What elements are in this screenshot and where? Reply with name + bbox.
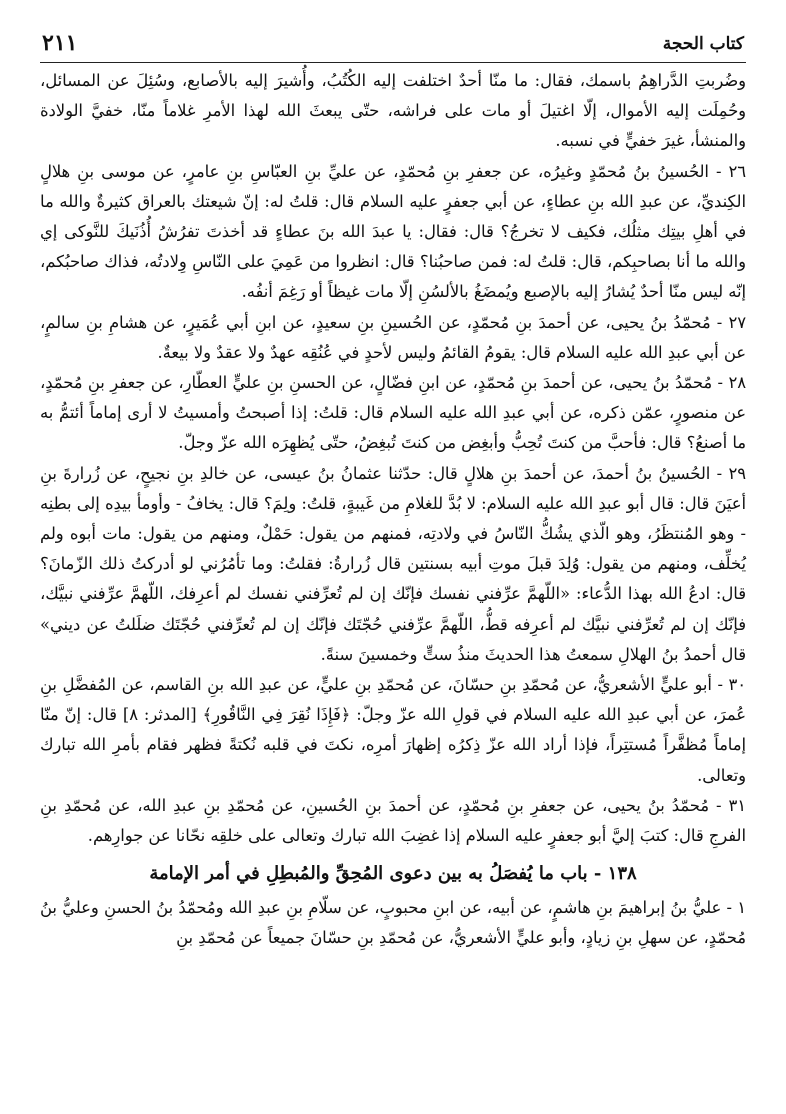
hadith-paragraph: ٢٧ - مُحمّدُ بنُ يحيى، عن أحمدَ بنِ مُحمّدٍ، عن الحُسينِ بنِ سعيدٍ، عن ابنِ أبي عُمَيرٍ، عن هشامِ بنِ سالمٍ، عن أبي عبدِ الله عليه السلام قال: يقومُ القائمُ وليس لأحدٍ في عُنُقِه عهدٌ ولا عقدٌ ولا بيعةٌ.: [40, 312, 746, 362]
hadith-paragraph: ٣٠ - أبو عليٍّ الأشعريُّ، عن مُحمّدِ بنِ حسّانَ، عن مُحمّدِ بنِ عليٍّ، عن عبدِ الله بنِ القاسم، عن المُفضَّلِ بنِ عُمرَ، عن أبي عبدِ الله عليه السلام في قولِ الله عزّ وجلّ: ﴿فَإِذَا نُقِرَ فِي النَّاقُورِ﴾ [المدثر: ٨] قال: إنّ منّا إماماً مُظفَّراً مُستتِراً، فإذا أراد الله عزّ ذِكرُه إظهارَ أمرِه، نكتَ في قلبه نُكتةً فظهر فقام بأمرِ الله تبارك وتعالى.: [40, 675, 746, 785]
hadith-paragraph: ٢٦ - الحُسينُ بنُ مُحمّدٍ وغيرُه، عن جعفرِ بنِ مُحمّدٍ، عن عليِّ بنِ العبّاسِ بنِ عامرٍ، عن موسى بنِ هلالٍ الكِنديِّ، عن عبدِ الله بنِ عطاءٍ، عن أبي جعفرٍ عليه السلام قال: قلتُ له: إنّ شيعتك بالعراق كثيرةٌ والله ما في أهلِ بيتِك مثلُك، فكيف لا تخرجُ؟ قال: فقال: يا عبدَ الله بنَ عطاءٍ قد أخذتَ تفرُشُ أُذُنَيكَ للنَّوكى إي والله ما أنا بصاحبِكم، قال: قلتُ له: فمن صاحبُنا؟ قال: انظروا من عَمِيَ على النّاسِ وِلادتُه، فذاك صاحبُكم، إنّه ليس منّا أحدٌ يُشارُ إليه بالإصبع ويُمضَغُ بالألسُنِ إلّا مات غيظاً أو رَغِمَ أنفُه.: [40, 161, 746, 302]
hadith-paragraph: ٢٨ - مُحمّدُ بنُ يحيى، عن أحمدَ بنِ مُحمّدٍ، عن ابنِ فضّالٍ، عن الحسنِ بنِ عليٍّ العطّارِ، عن جعفرِ بنِ مُحمّدٍ، عن منصورٍ، عمّن ذكره، عن أبي عبدِ الله عليه السلام قال: قلتُ: إذا أصبحتُ وأمسيتُ لا أرى إماماً أئتمُّ به ما أصنعُ؟ قال: فأحبَّ من كنتَ تُحِبُّ وأبغِض من كنتَ تُبغِضُ، حتّى يُظهِرَه الله عزّ وجلّ.: [40, 373, 746, 453]
page-body: [40, 66, 746, 954]
page-header: [40, 26, 746, 66]
header-rule: [40, 62, 746, 63]
chapter-heading: ١٣٨ - باب ما يُفصَلُ به بين دعوى المُحِقِّ والمُبطِلِ في أمر الإمامة: [149, 863, 637, 885]
paragraph: وضُربتِ الدَّراهِمُ باسمك، فقال: ما منّا أحدٌ اختلفت إليه الكُتُبُ، وأُشيرَ إليه بالأصابع، وسُئِلَ عن المسائل، وحُمِلَت إليه الأموال، إلّا اغتيلَ أو مات على فراشه، حتّى يبعثَ الله لهذا الأمرِ غلاماً منّا، خفيَّ الولادة والمنشأ، غيرَ خفيٍّ في نسبه.: [40, 71, 746, 151]
book-title: كتاب الحجة: [662, 34, 744, 54]
hadith-paragraph: ٢٩ - الحُسينُ بنُ أحمدَ، عن أحمدَ بنِ هلالٍ قال: حدّثنا عثمانُ بنُ عيسى، عن خالدِ بنِ نجيحٍ، عن زُرارةَ بنِ أعيَنَ قال: قال أبو عبدِ الله عليه السلام: لا بُدَّ للغلامِ من غَيبةٍ، قلتُ: ولِمَ؟ قال: يخافُ - وأومأ بيدِه إلى بطنِه - وهو المُنتظَرُ، وهو الّذي يشُكُّ النّاسُ في ولادتِه، فمنهم من يقول: حَمْلٌ، ومنهم من يقول: مات أبوه ولم يُخلِّف، ومنهم من يقول: وُلِدَ قبلَ موتِ أبيه بسنتين قال زُرارةُ: فقلتُ: وما تأمُرُني لو أدركتُ ذلك الزّمانَ؟ قال: ادعُ الله بهذا الدُّعاء: «اللّهمَّ عرِّفني نفسك فإنّك إن لم تُعرِّفني نفسك لم أعرِفك، اللّهمَّ عرِّفني نبيَّك، فإنّك إن لم تُعرِّفني نبيَّك لم أعرِفه قطُّ، اللّهمَّ عرِّفني حُجّتَك فإنّك إن لم تُعرِّفني حُجّتَك ضلَلتُ عن ديني» قال أحمدُ بنُ الهلالِ سمعتُ هذا الحديثَ منذُ ستٍّ وخمسينَ سنةً.: [40, 463, 746, 664]
hadith-paragraph: ١ - عليُّ بنُ إبراهيمَ بنِ هاشمٍ، عن أبيه، عن ابنِ محبوبٍ، عن سلّامِ بنِ عبدِ الله ومُحمّدُ بنُ الحسنِ وعليُّ بنُ مُحمّدٍ، عن سهلِ بنِ زيادٍ، وأبو عليٍّ الأشعريُّ، عن مُحمّدِ بنِ حسّانَ جميعاً عن مُحمّدِ بنِ: [40, 898, 746, 948]
hadith-paragraph: ٣١ - مُحمّدُ بنُ يحيى، عن جعفرِ بنِ مُحمّدٍ، عن أحمدَ بنِ الحُسينِ، عن مُحمّدِ بنِ عبدِ الله، عن مُحمّدِ بنِ الفرجِ قال: كتبَ إليَّ أبو جعفرٍ عليه السلام إذا غضِبَ الله تبارك وتعالى على خلقِه نحّانا عن جوارِهم.: [40, 795, 746, 846]
page-number: ٢١١: [42, 30, 78, 56]
